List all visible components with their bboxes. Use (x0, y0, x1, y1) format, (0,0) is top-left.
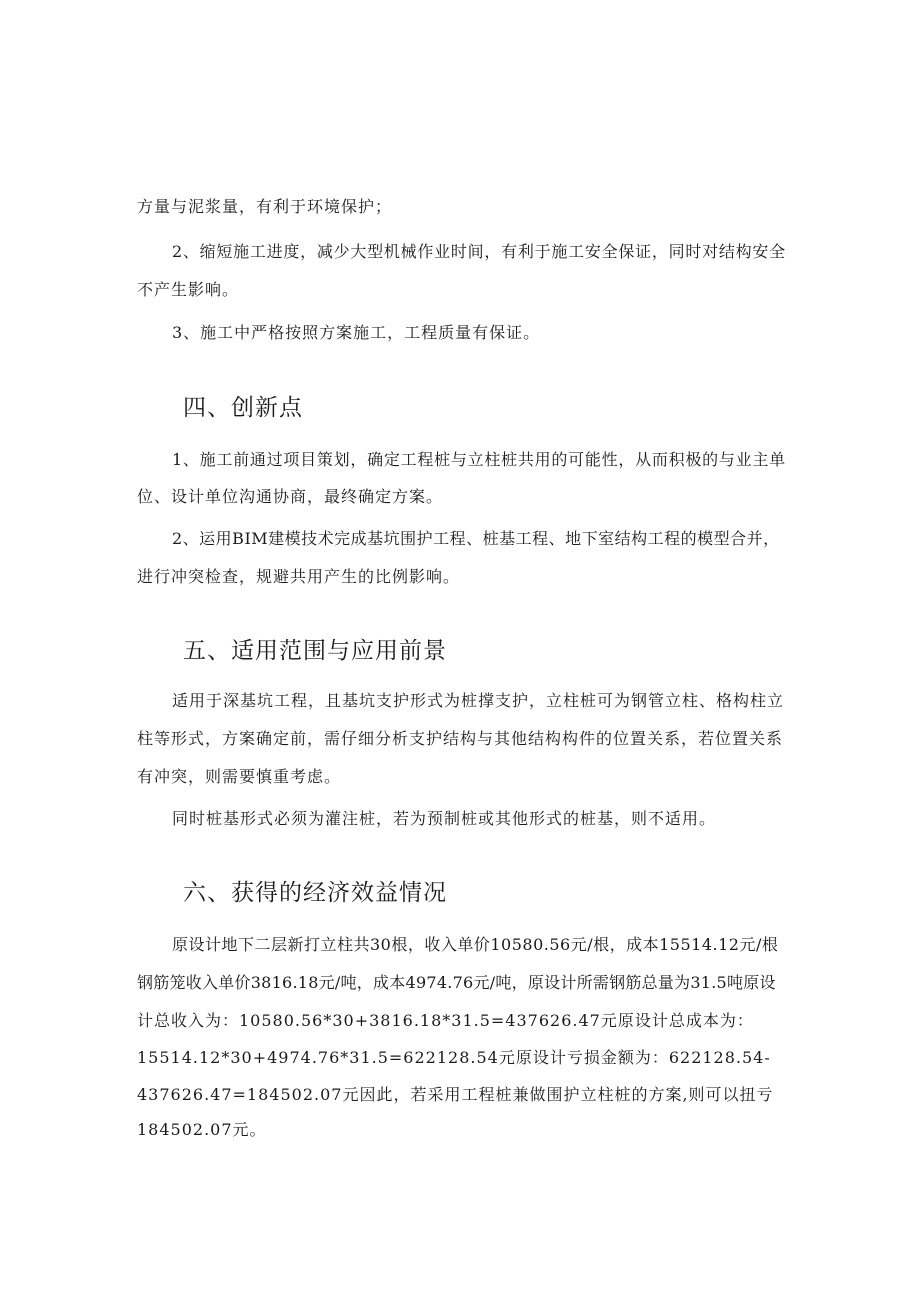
paragraph-line: 方量与泥浆量，有利于环境保护； (137, 197, 393, 216)
paragraph-line: 2、缩短施工进度，减少大型机械作业时间，有利于施工安全保证，同时对结构安全 (172, 242, 786, 261)
paragraph-line: 同时桩基形式必须为灌注桩，若为预制桩或其他形式的桩基，则不适用。 (172, 809, 717, 828)
paragraph-line: 位、设计单位沟通协商，最终确定方案。 (137, 487, 444, 506)
section-heading-benefit: 六、获得的经济效益情况 (183, 880, 447, 906)
paragraph-line: 1、施工前通过项目策划，确定工程桩与立柱桩共用的可能性，从而积极的与业主单 (172, 450, 786, 469)
paragraph-line: 2、运用BIM建模技术完成基坑围护工程、桩基工程、地下室结构工程的模型合并， (172, 529, 780, 548)
paragraph-line: 不产生影响。 (137, 280, 240, 299)
paragraph-line: 184502.07元。 (137, 1120, 267, 1139)
paragraph-line: 柱等形式，方案确定前，需仔细分析支护结构与其他结构构件的位置关系，若位置关系 (137, 729, 784, 748)
paragraph-line: 有冲突，则需要慎重考虑。 (137, 767, 342, 786)
section-heading-scope: 五、适用范围与应用前景 (183, 638, 447, 664)
paragraph-line: 原设计地下二层新打立柱共30根，收入单价10580.56元/根，成本15514.12元/根 (172, 935, 779, 954)
paragraph-line: 15514.12*30+4974.76*31.5=622128.54元原设计亏损金额为：622128.54- (137, 1048, 771, 1067)
paragraph-line: 钢筋笼收入单价3816.18元/吨，成本4974.76元/吨，原设计所需钢筋总量为31.5吨原设 (137, 973, 776, 992)
paragraph-line: 进行冲突检查，规避共用产生的比例影响。 (137, 567, 461, 586)
paragraph-line: 适用于深基坑工程，且基坑支护形式为桩撑支护，立柱桩可为钢管立柱、格构柱立 (172, 691, 785, 710)
paragraph-line: 437626.47=184502.07元因此，若采用工程桩兼做围护立柱桩的方案,则可以扭亏 (137, 1085, 774, 1104)
section-heading-innovation: 四、创新点 (183, 395, 303, 421)
paragraph-line: 3、施工中严格按照方案施工，工程质量有保证。 (172, 323, 541, 342)
paragraph-line: 计总收入为：10580.56*30+3816.18*31.5=437626.47元原设计总成本为： (137, 1011, 754, 1030)
